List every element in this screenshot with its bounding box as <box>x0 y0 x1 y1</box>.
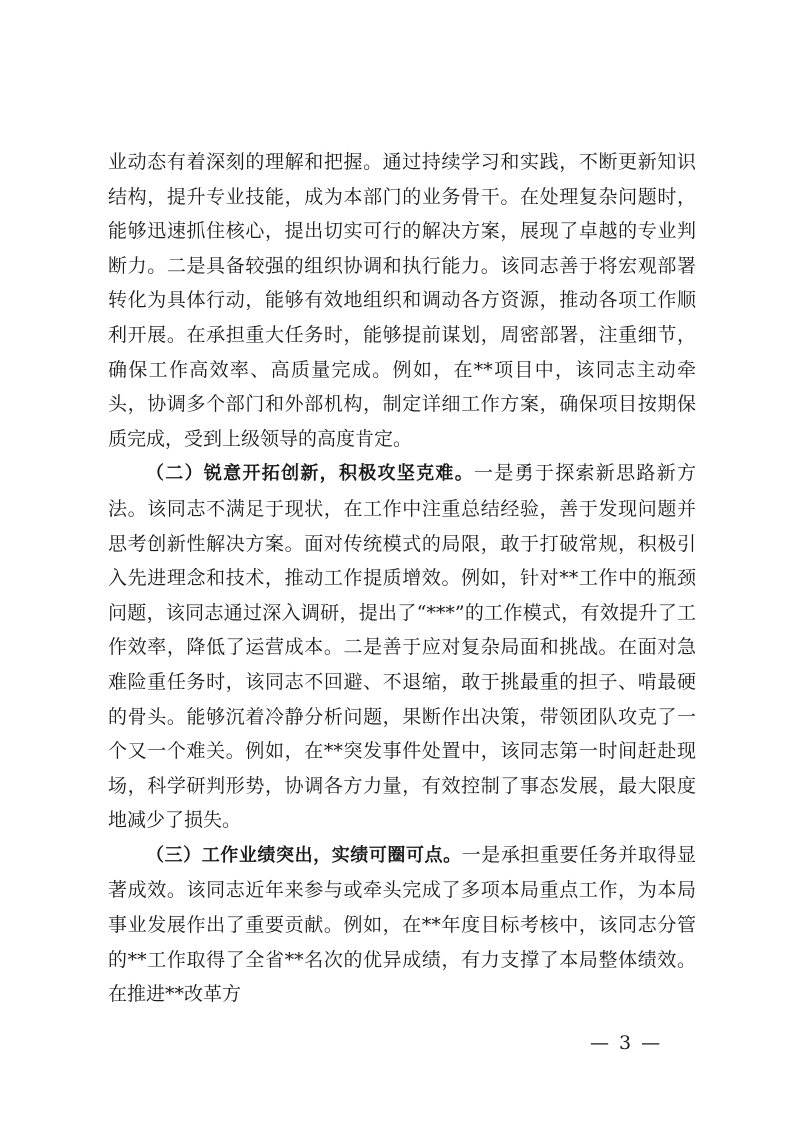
paragraph-2-text: 一是勇于探索新思路新方法。该同志不满足于现状，在工作中注重总结经验，善于发现问题并思考创新性解决方案。面对传统模式的局限，敢于打破常规，积极引入先进理念和技术，推动工作提质增效。例如，针对**工作中的瓶颈问题，该同志通过深入调研，提出了“***”的工作模式，有效提升了工作效率，降低了运营成本。二是善于应对复杂局面和挑战。在面对急难险重任务时，该同志不回避、不退缩，敢于挑最重的担子、啃最硬的骨头。能够沉着冷静分析问题，果断作出决策，带领团队攻克了一个又一个难关。例如，在**突发事件处置中，该同志第一时间赶赴现场，科学研判形势，协调各方力量，有效控制了事态发展，最大限度地减少了损失。 <box>108 462 696 832</box>
paragraph-1-text: 业动态有着深刻的理解和把握。通过持续学习和实践，不断更新知识结构，提升专业技能，成为本部门的业务骨干。在处理复杂问题时，能够迅速抓住核心，提出切实可行的解决方案，展现了卓越的专业判断力。二是具备较强的组织协调和执行能力。该同志善于将宏观部署转化为具体行动，能够有效地组织和调动各方资源，推动各项工作顺利开展。在承担重大任务时，能够提前谋划，周密部署，注重细节，确保工作高效率、高质量完成。例如，在**项目中，该同志主动牵头，协调多个部门和外部机构，制定详细工作方案，确保项目按期保质完成，受到上级领导的高度肯定。 <box>108 151 696 450</box>
paragraph-3-text: 一是承担重要任务并取得显著成效。该同志近年来参与或牵头完成了多项本局重点工作，为本局事业发展作出了重要贡献。例如，在**年度目标考核中，该同志分管的**工作取得了全省**名次的优异成绩，有力支撑了本局整体绩效。在推进**改革方 <box>108 843 696 1006</box>
page-number: — 3 — <box>590 1032 663 1054</box>
section-heading-2: （二）锐意开拓创新，积极攻坚克难。 <box>146 463 475 485</box>
paragraph-3 <box>108 838 696 1012</box>
section-heading-3: （三）工作业绩突出，实绩可圈可点。 <box>146 844 462 866</box>
document-body <box>108 145 696 1012</box>
paragraph-1 <box>108 145 696 456</box>
paragraph-2 <box>108 456 696 838</box>
